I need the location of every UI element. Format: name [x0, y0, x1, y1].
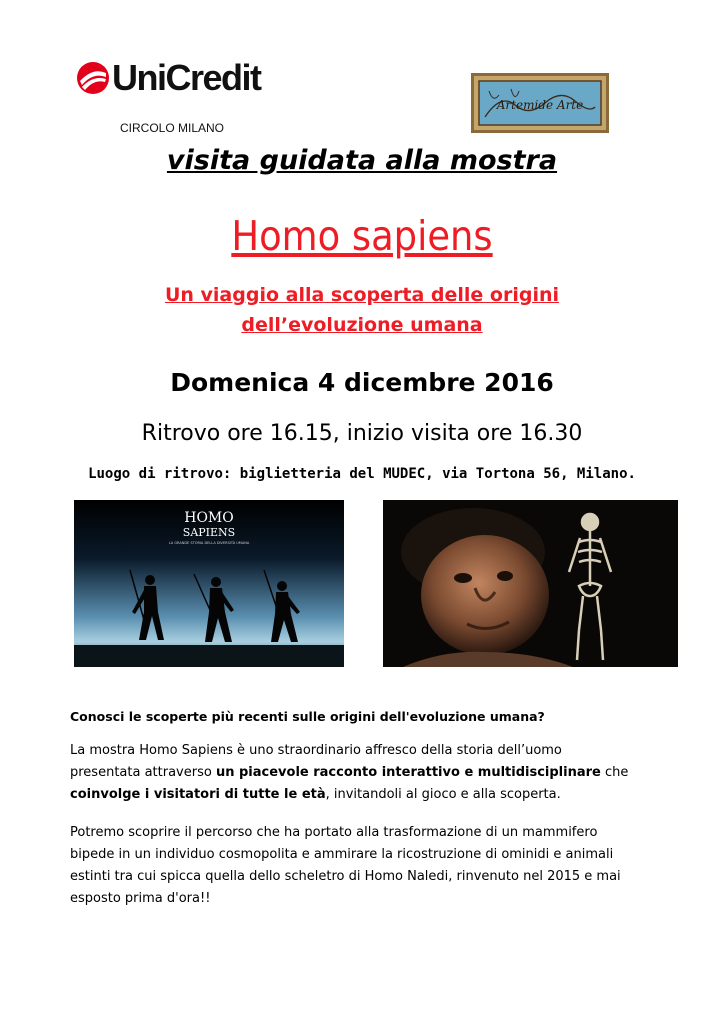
exhibit-title: Homo sapiens: [231, 212, 493, 260]
badge-text: Artemide Arte: [496, 98, 584, 112]
artemide-arte-badge: [471, 73, 609, 133]
paragraph-2-line-2: bipede in un individuo cosmopolita e ammirare la ricostruzione di ominidi e animali: [70, 847, 614, 862]
hominid-reconstruction-photo: [383, 500, 678, 667]
unicredit-emblem-icon: [76, 61, 110, 95]
subtitle-line-1: Un viaggio alla scoperta delle origini: [164, 284, 560, 306]
unicredit-logo: [76, 57, 261, 135]
subtitle-line-2: dell’evoluzione umana: [241, 314, 483, 336]
intro-question: Conosci le scoperte più recenti sulle origini dell'evoluzione umana?: [70, 709, 545, 724]
event-date: Domenica 4 dicembre 2016: [170, 368, 554, 397]
exhibition-poster-photo: [74, 500, 344, 667]
poster-caption: LA GRANDE STORIA DELLA DIVERSITÀ UMANA: [168, 541, 250, 545]
brand-subtitle: CIRCOLO MILANO: [120, 121, 225, 135]
event-time: Ritrovo ore 16.15, inizio visita ore 16.30: [141, 421, 583, 446]
paragraph-2-line-4: esposto prima d'ora!!: [70, 891, 211, 906]
poster-title-line1: HOMO: [184, 510, 234, 526]
brand-name: UniCredit: [112, 57, 261, 98]
poster-title-line2: SAPIENS: [182, 526, 236, 539]
paragraph-2-line-1: Potremo scoprire il percorso che ha portato alla trasformazione di un mammifero: [70, 825, 598, 840]
paragraph-1-line-1: La mostra Homo Sapiens è uno straordinario affresco della storia dell’uomo: [70, 743, 562, 758]
paragraph-1-line-3: coinvolge i visitatori di tutte le età, invitandoli al gioco e alla scoperta.: [70, 787, 561, 802]
paragraph-2: [70, 822, 670, 910]
intro-heading: visita guidata alla mostra: [166, 145, 558, 176]
paragraph-1: [70, 740, 670, 806]
paragraph-1-line-2: presentata attraverso un piacevole racconto interattivo e multidisciplinare che: [70, 765, 629, 780]
paragraph-2-line-3: estinti tra cui spicca quella dello scheletro di Homo Naledi, rinvenuto nel 2015 e mai: [70, 869, 621, 884]
event-place: Luogo di ritrovo: biglietteria del MUDEC, via Tortona 56, Milano.: [88, 466, 636, 482]
